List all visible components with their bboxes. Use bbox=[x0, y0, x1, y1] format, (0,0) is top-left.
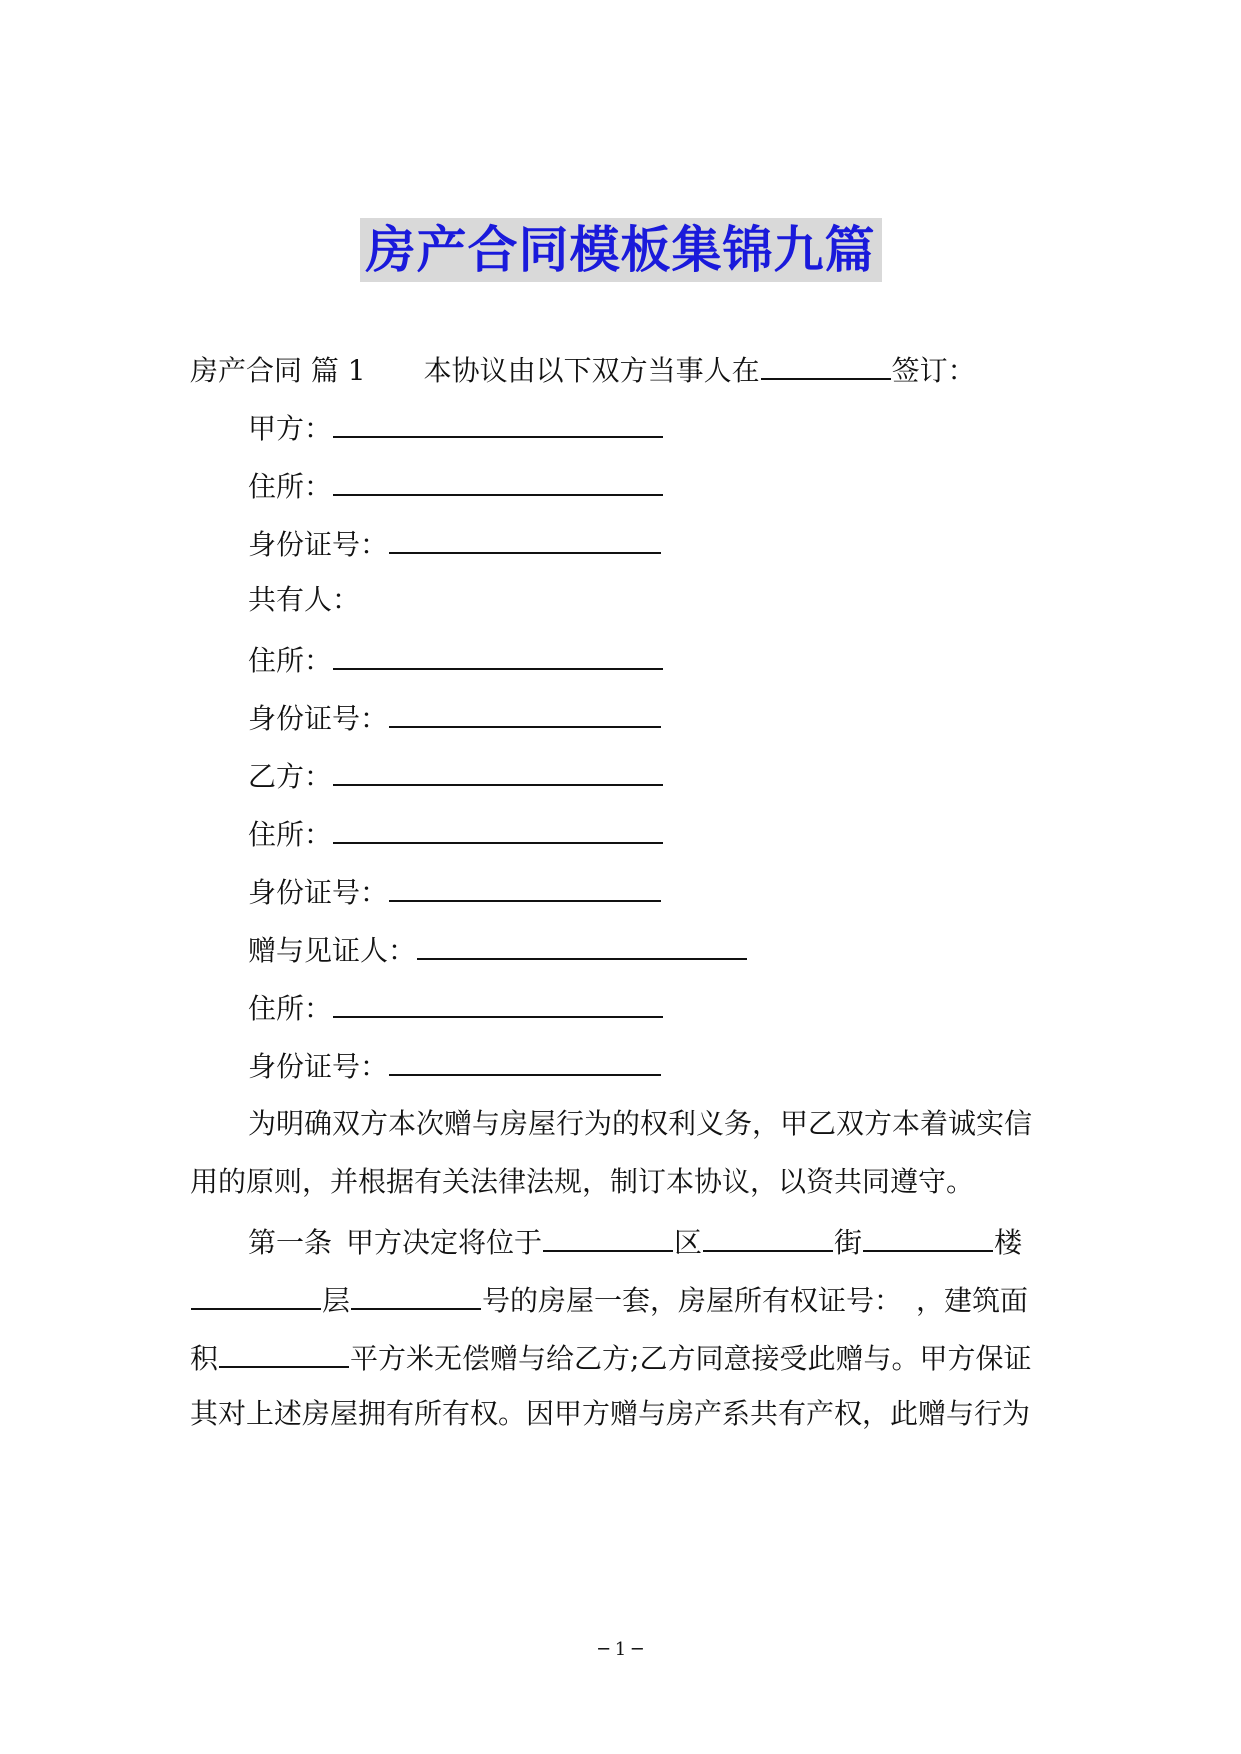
street-label: 街 bbox=[834, 1226, 863, 1259]
street-blank[interactable] bbox=[703, 1220, 833, 1252]
article-label: 第一条 bbox=[248, 1226, 333, 1259]
field-label: 住所： bbox=[248, 818, 333, 851]
field-label: 住所： bbox=[248, 644, 333, 677]
area-word: 积 bbox=[190, 1342, 219, 1375]
field-label: 住所： bbox=[248, 470, 333, 503]
field-party-b bbox=[248, 754, 664, 797]
party-a-blank[interactable] bbox=[333, 406, 663, 438]
room-number-blank[interactable] bbox=[351, 1278, 481, 1310]
party-b-id-blank[interactable] bbox=[389, 870, 661, 902]
building-blank[interactable] bbox=[863, 1220, 993, 1252]
signing-place-blank[interactable] bbox=[761, 348, 891, 380]
field-party-a-id bbox=[248, 522, 662, 565]
building-label: 楼 bbox=[994, 1226, 1023, 1259]
document-title: 房产合同模板集锦九篇 bbox=[360, 218, 882, 282]
paragraph1-line1: 为明确双方本次赠与房屋行为的权利义务，甲乙双方本着诚实信 bbox=[248, 1107, 1033, 1140]
field-co-owner bbox=[248, 580, 360, 620]
article-text: 平方米无偿赠与给乙方;乙方同意接受此赠与。甲方保证 bbox=[350, 1342, 1032, 1375]
article1-line4: 其对上述房屋拥有所有权。因甲方赠与房产系共有产权，此赠与行为 bbox=[190, 1397, 1031, 1430]
field-label: 身份证号： bbox=[248, 528, 389, 561]
party-a-id-blank[interactable] bbox=[389, 522, 661, 554]
article-text: 甲方决定将位于 bbox=[346, 1226, 543, 1259]
intro-text: 本协议由以下双方当事人在 bbox=[423, 354, 760, 387]
section-heading: 房产合同 篇 1 bbox=[190, 354, 366, 387]
article1-line2 bbox=[190, 1278, 1028, 1321]
field-label: 共有人： bbox=[248, 583, 361, 616]
field-co-owner-id bbox=[248, 696, 662, 739]
intro-line bbox=[190, 348, 976, 391]
paragraph1-line2: 用的原则，并根据有关法律法规，制订本协议，以资共同遵守。 bbox=[190, 1165, 975, 1198]
article1-line1 bbox=[248, 1220, 1022, 1263]
title-container bbox=[0, 218, 1241, 282]
district-label: 区 bbox=[674, 1226, 703, 1259]
field-label: 身份证号： bbox=[248, 1050, 389, 1083]
page-number: ─ 1 ─ bbox=[598, 1639, 643, 1660]
party-a-address-blank[interactable] bbox=[333, 464, 663, 496]
field-party-b-id bbox=[248, 870, 662, 913]
field-label: 住所： bbox=[248, 992, 333, 1025]
field-party-b-address bbox=[248, 812, 664, 855]
area-blank[interactable] bbox=[219, 1336, 349, 1368]
witness-blank[interactable] bbox=[417, 928, 747, 960]
field-witness-address bbox=[248, 986, 664, 1029]
floor-number-blank[interactable] bbox=[191, 1278, 321, 1310]
field-witness bbox=[248, 928, 748, 971]
co-owner-id-blank[interactable] bbox=[389, 696, 661, 728]
field-label: 赠与见证人： bbox=[248, 934, 417, 967]
article-text: 号的房屋一套，房屋所有权证号： bbox=[482, 1284, 903, 1317]
party-b-address-blank[interactable] bbox=[333, 812, 663, 844]
district-blank[interactable] bbox=[543, 1220, 673, 1252]
field-party-a bbox=[248, 406, 664, 449]
article1-line3 bbox=[190, 1336, 1031, 1379]
field-co-owner-address bbox=[248, 638, 664, 681]
field-party-a-address bbox=[248, 464, 664, 507]
witness-address-blank[interactable] bbox=[333, 986, 663, 1018]
field-label: 乙方： bbox=[248, 760, 333, 793]
field-label: 甲方： bbox=[248, 412, 333, 445]
co-owner-address-blank[interactable] bbox=[333, 638, 663, 670]
intro-text-end: 签订： bbox=[891, 354, 976, 387]
party-b-blank[interactable] bbox=[333, 754, 663, 786]
area-prefix: ，建筑面 bbox=[916, 1284, 1029, 1317]
field-witness-id bbox=[248, 1044, 662, 1087]
floor-label: 层 bbox=[322, 1284, 351, 1317]
field-label: 身份证号： bbox=[248, 876, 389, 909]
field-label: 身份证号： bbox=[248, 702, 389, 735]
witness-id-blank[interactable] bbox=[389, 1044, 661, 1076]
